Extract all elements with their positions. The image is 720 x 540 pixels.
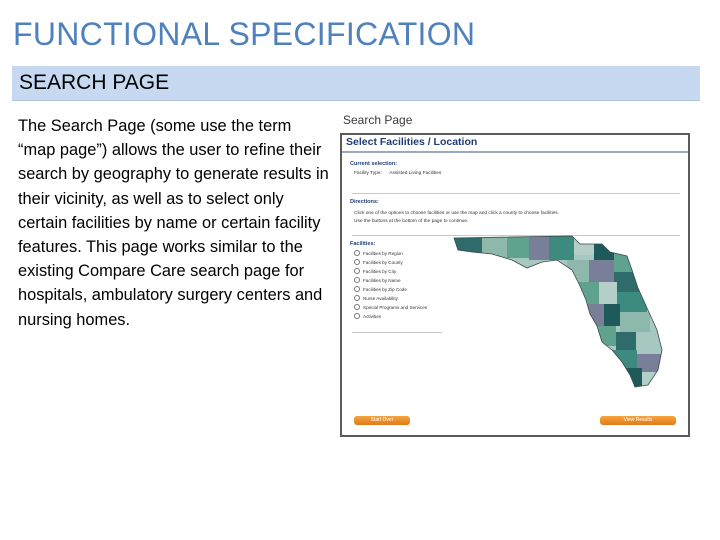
option-zip[interactable]: Facilities by Zip Code <box>354 285 407 293</box>
option-nurse[interactable]: Nurse Availability <box>354 294 398 302</box>
radio-icon[interactable] <box>354 286 360 292</box>
search-page-screenshot <box>340 133 690 437</box>
option-activities[interactable]: Activities <box>354 312 381 320</box>
current-selection-label: Current selection: <box>350 161 398 167</box>
option-programs[interactable]: Special Programs and Services <box>354 303 427 311</box>
option-name[interactable]: Facilities by Name <box>354 276 401 284</box>
radio-icon[interactable] <box>354 295 360 301</box>
florida-map-icon[interactable] <box>452 230 682 390</box>
radio-icon[interactable] <box>354 304 360 310</box>
divider <box>352 193 680 194</box>
facility-type-row <box>354 171 441 176</box>
screenshot-caption: Search Page <box>343 113 413 127</box>
screenshot-header <box>342 135 688 153</box>
option-city[interactable]: Facilities by City <box>354 267 396 275</box>
slide-title: FUNCTIONAL SPECIFICATION <box>13 16 476 52</box>
directions-line-2: Use the buttons at the bottom of the page to continue. <box>354 219 469 224</box>
radio-icon[interactable] <box>354 259 360 265</box>
directions-line-1: Click one of the options to choose facilities or use the map and click a county to choose facilities. <box>354 211 560 216</box>
body-text: The Search Page (some use the term “map page”) allows the user to refine their search by geography to generate results in their vicinity, as well as to select only certain facilities by name or certain facility features. This page works similar to the existing Compare Care search page for hospitals, ambulatory surgery centers and nursing homes. <box>18 117 329 329</box>
subtitle-bar <box>12 66 700 101</box>
facilities-label: Facilities: <box>350 241 376 247</box>
start-over-button[interactable]: Start Over <box>354 416 410 425</box>
florida-county-map[interactable] <box>452 230 682 390</box>
divider <box>352 332 442 333</box>
radio-icon[interactable] <box>354 268 360 274</box>
view-results-button[interactable]: View Results <box>600 416 676 425</box>
option-region[interactable]: Facilities by Region <box>354 249 403 257</box>
directions-label: Directions: <box>350 199 379 205</box>
slide-subtitle: SEARCH PAGE <box>19 71 170 94</box>
radio-icon[interactable] <box>354 277 360 283</box>
radio-icon[interactable] <box>354 250 360 256</box>
option-county[interactable]: Facilities by County <box>354 258 403 266</box>
facility-type-label: Facility Type: <box>354 171 382 176</box>
facility-type-value: Assisted Living Facilities <box>389 171 442 176</box>
radio-icon[interactable] <box>354 313 360 319</box>
screenshot-header-title: Select Facilities / Location <box>346 136 478 148</box>
